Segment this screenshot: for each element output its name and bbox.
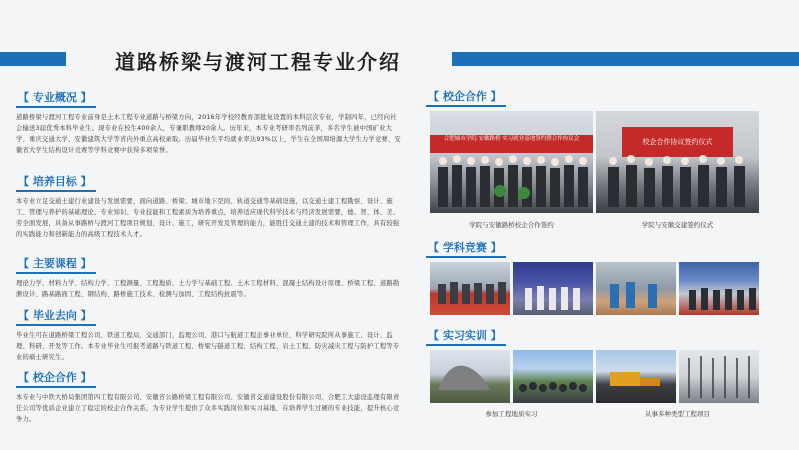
- steel-piles-icon: [679, 350, 759, 403]
- heading-contest: 【 学科竞赛 】: [426, 239, 506, 258]
- photo-banner: 合肥城市学院·安徽路桥 实习就业基地签约暨合作协议会: [430, 135, 593, 153]
- photo-contest-2: [513, 262, 593, 315]
- section-text: 毕业生可在道路桥梁工程公司、铁道工程局、交通部门、监理公司、港口与航道工程企事业单位、科学研究院所从事施工、设计、监理、科研、开发等工作。本专业毕业生可报考道路与铁道工程、桥梁与隧道工程、结构工程、岩土工程、防灾减灾工程与防护工程等专业的硕士研究生。: [16, 332, 400, 361]
- photo-coop-signing-2: [596, 111, 759, 213]
- team-icon: [430, 262, 510, 315]
- photo-practice-2: [513, 350, 593, 403]
- section-heading: 【 主要课程 】: [16, 255, 96, 274]
- photo-caption: 从事多种类型工程项目: [645, 410, 710, 418]
- photo-contest-1: [430, 262, 510, 315]
- photo-practice-3: [596, 350, 676, 403]
- title-band-left: [0, 52, 70, 66]
- team-icon: [679, 262, 759, 315]
- section-text: 本专业立足交通土建行业建设与发展需要，面向道路、桥梁、城市地下空间、轨道交通等基础设施，以交通土建工程勘察、设计、施工、管理与养护的基础理论、专业知识、专业技能和工程素质为培养重点，培养适应现代科学技术与经济发展需要，德、智、体、美、劳全面发展，具备从事路桥与渡河工程项目规划、设计、施工，研究开发及管理的能力，能胜任交通土建的技术和管理工作，具有较强的实践能力和创新能力的高级工程技术人才。: [16, 198, 400, 238]
- title-band-right: [452, 52, 799, 66]
- heading-coop: 【 校企合作 】: [426, 88, 506, 107]
- section-cooperation: [16, 366, 402, 425]
- crowd-icon: [513, 350, 593, 403]
- section-text: 本专业与中铁大桥局集团第四工程有限公司、安徽省公路桥梁工程有限公司、安徽省交通建设股份有限公司、合肥工大建设监理有限责任公司等优质企业建立了稳定的校企合作关系，为专业学生提供了众多实践岗位和实习基地，在培养学生过硬的专业技能，提升核心竞争力。: [16, 394, 400, 423]
- photo-caption: 学院与安徽交建签约仪式: [641, 221, 714, 229]
- section-heading: 【 专业概况 】: [16, 89, 96, 108]
- heading-practice: 【 实习实训 】: [426, 327, 506, 346]
- photo-banner: 校企合作协议签约仪式: [622, 127, 733, 157]
- section-heading: 【 培养目标 】: [16, 173, 96, 192]
- photo-practice-4: [679, 350, 759, 403]
- photo-contest-4: [679, 262, 759, 315]
- dinosaur-statue-icon: [430, 350, 510, 403]
- section-heading: 【 校企合作 】: [16, 369, 96, 388]
- team-icon: [596, 262, 676, 315]
- team-icon: [513, 262, 593, 315]
- road-paver-icon: [596, 350, 676, 403]
- section-courses: [16, 252, 402, 300]
- section-text: 理论力学、材料力学、结构力学、工程测量、工程地质、土力学与基础工程、土木工程材料、混凝土结构设计原理、桥梁工程、道路勘测设计、路基路面工程、钢结构、路桥施工技术、检测与加固、工程结构抗震等。: [16, 280, 400, 298]
- section-goals: [16, 170, 402, 240]
- photo-coop-signing-1: [430, 111, 593, 213]
- photo-caption: 参加工程地质实习: [485, 410, 538, 418]
- photo-practice-1: [430, 350, 510, 403]
- page-title: 道路桥梁与渡河工程专业介绍: [115, 49, 401, 74]
- photo-contest-3: [596, 262, 676, 315]
- group-people-icon: [430, 111, 593, 213]
- section-overview: [16, 86, 402, 156]
- group-people-icon: [596, 111, 759, 213]
- section-heading: 【 毕业去向 】: [16, 307, 96, 326]
- section-text: 道路桥梁与渡河工程专业前身是土木工程专业道路与桥梁方向，2016年学校经教育部批复设置的本科层次专业，学制四年，已经向社会输送3届优秀本科毕业生。现专业在校生400余人，专兼职教师20余人。历年来，本专业考研率名列前茅，多名学生被中国矿业大学、重庆交通大学、安徽建筑大学等省内外重点高校录取。历届毕业生平均就业率达93%以上，学生在全国周培源大学生力学竞赛、安徽省大学生结构设计竞赛等学科竞赛中获得多项荣誉。: [16, 114, 401, 154]
- title-container: [66, 44, 450, 76]
- section-career: [16, 304, 402, 363]
- photo-caption: 学院与安徽路桥校企合作签约: [469, 221, 554, 229]
